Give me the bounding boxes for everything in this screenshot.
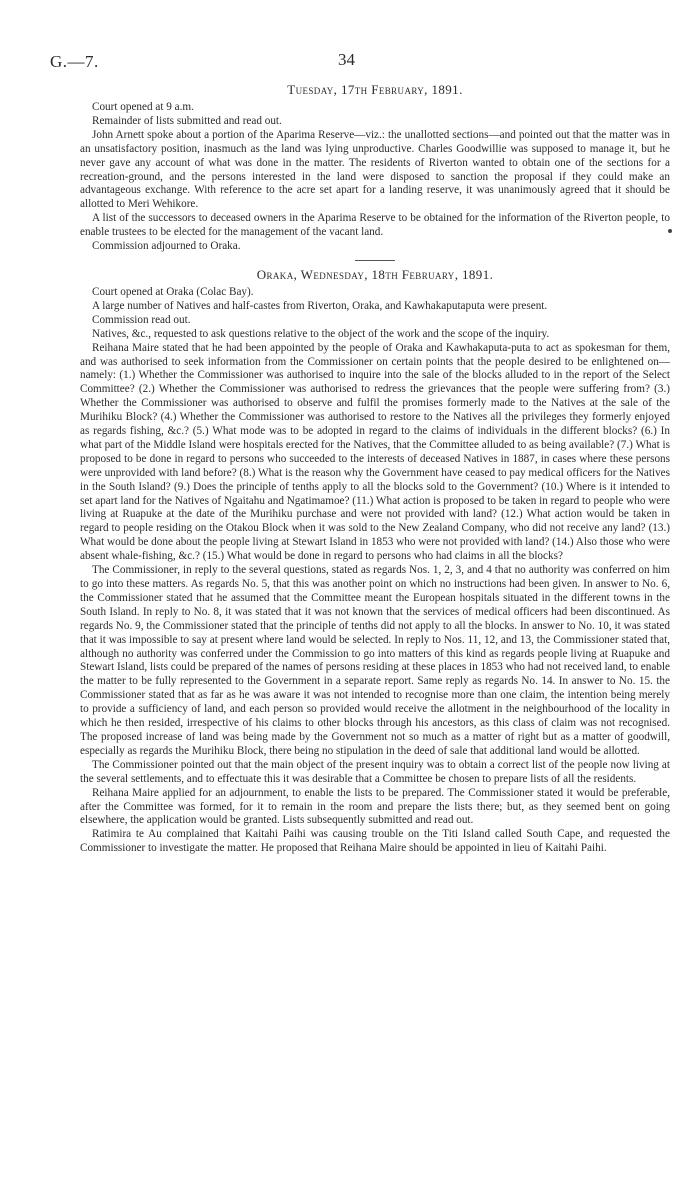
paragraph: Remainder of lists submitted and read out. xyxy=(92,114,282,127)
paragraph: Reihana Maire stated that he had been appointed by the people of Oraka and Kawhakaputa-puta to act as spokesman for them, and was authorised to seek information from the Commissioner on certain points that the people desired to be enlightened on—namely: (1.) Whether the Commissioner was authorised to inquire into the sale of the blocks alluded to in the report of the Select Committee? (2.) Whether the Commissioner was authorised to redress the grievances that the people were suffering from? (3.) Whether the Commissioner was authorised to observe and fulfil the promises formerly made to the Natives at the sale of the Murihiku Block? (4.) Whether the Commissioner was authorised to restore to the Natives all the privileges they formerly enjoyed as regards fishing, &c.? (5.) What mode was to be adopted in regard to the claims of individuals in the different blocks? (6.) In what part of the Middle Island were hospitals erected for the Natives, that the Committee alluded to as being available? (7.) What is proposed to be done in regard to persons who succeeded to the interests of deceased Natives in 1887, in cases where these persons were unprovided with land before? (8.) What is the reason why the Government have ceased to pay medical officers for the Natives in the South Island? (9.) Does the principle of tenths apply to all the blocks sold to the Government? (10.) Where is it intended to set apart land for the Natives of Ngaitahu and Ngatimamoe? (11.) What action is proposed to be taken in regard to people who were living at Ruapuke at the date of the Murihiku purchase and were not provided with land? (12.) What action would be taken in regard to people residing on the Otakou Block when it was sold to the New Zealand Company, who did not receive any land? (13.) What would be done about the people living at Stewart Island in 1853 who were not provided with land? (14.) Also those who were absent whale-fishing, &c.? (15.) What would be done in regard to persons who had claims in all the blocks? xyxy=(80,341,670,563)
paragraph: John Arnett spoke about a portion of the Aparima Reserve—viz.: the unallotted sections—and pointed out that the matter was in an unsatisfactory position, inasmuch as the land was lying unproductive. Charles Goodwillie was supposed to manage it, but he never gave any account of what was done in the matter. The residents of Riverton wanted to obtain one of the sections for a recreation-ground, and the persons interested in the land were disposed to sanction the proposal if they could make an advantageous exchange. With reference to the acre set apart for a landing reserve, it was unanimously agreed that it should be allotted to Meri Wehikore. xyxy=(80,128,670,211)
paragraph: The Commissioner, in reply to the several questions, stated as regards Nos. 1, 2, 3, and 4 that no authority was conferred on him to go into these matters. As regards No. 5, that this was another point on which no instructions had been given. In answer to No. 6, the Commissioner stated that he assumed that the Committee meant the European hospitals situated in the different towns in the South Island. In reply to No. 8, it was stated that it was not known that the services of medical officers had been discontinued. As regards No. 9, the Commissioner stated that the principle of tenths did not apply to all the blocks. In answer to No. 10, it was stated that it was impossible to say at present where land would be selected. In reply to Nos. 11, 12, and 13, the Commissioner stated that, although no authority was conferred under the Commission to go into matters of this kind as regards people living at Ruapuke and Stewart Island, lists could be prepared of the names of persons residing at these places in 1853 who had not received land, to enable the matter to be fully represented to the Government in a separate report. Same reply as regards No. 14. In answer to No. 15. the Commissioner stated that as far as he was aware it was not intended to recognise more than one claim, the intention being merely to provide a sufficiency of land, and each person so provided would receive the allotment in the neighbourhood of the locality in which he then resided, irrespective of his claims to other blocks through his ancestors, as this class of claim was not recognised. The proposed increase of land was being made by the Government not so much as a matter of right but as a matter of goodwill, especially as regards the Murihiku Block, there being no stipulation in the deed of sale that additional land would be allotted. xyxy=(80,564,670,757)
paragraph: Ratimira te Au complained that Kaitahi Paihi was causing trouble on the Titi Island called South Cape, and requested the Commissioner to investigate the matter. He proposed that Reihana Maire should be appointed in lieu of Kaitahi Paihi. xyxy=(80,828,670,855)
document-code: G.—7. xyxy=(50,52,99,71)
section-oraka xyxy=(80,267,670,856)
paragraph: The Commissioner pointed out that the main object of the present inquiry was to obtain a correct list of the people now living at the several settlements, and to effectuate this it was desirable that a Committee be chosen to prepare lists of all the residents. xyxy=(80,758,670,785)
document-page xyxy=(50,50,670,856)
section-heading: Oraka, Wednesday, 18th February, 1891. xyxy=(256,266,494,282)
paragraph: Court opened at Oraka (Colac Bay). xyxy=(92,285,254,298)
paragraph: A large number of Natives and half-castes from Riverton, Oraka, and Kawhakaputaputa were present. xyxy=(92,299,548,312)
paragraph: Natives, &c., requested to ask questions relative to the object of the work and the scope of the inquiry. xyxy=(92,327,550,340)
paragraph: Commission adjourned to Oraka. xyxy=(92,240,241,253)
section-divider xyxy=(355,260,395,261)
running-head xyxy=(50,50,670,80)
section-heading: Tuesday, 17th February, 1891. xyxy=(287,82,463,97)
paragraph: Reihana Maire applied for an adjournment, to enable the lists to be prepared. The Commissioner stated it would be preferable, after the Committee was formed, for it to remain in the room and prepare the lists there; but, as they seemed bent on going elsewhere, the application would be granted. Lists subsequently submitted and read out. xyxy=(80,786,670,827)
paragraph: A list of the successors to deceased owners in the Aparima Reserve to be obtained for the information of the Riverton people, to enable trustees to be elected for the management of the vacant land. xyxy=(80,212,670,239)
section-tuesday xyxy=(80,82,670,254)
paragraph: Commission read out. xyxy=(92,313,191,326)
paragraph: Court opened at 9 a.m. xyxy=(92,101,194,113)
page-number: 34 xyxy=(338,50,355,69)
